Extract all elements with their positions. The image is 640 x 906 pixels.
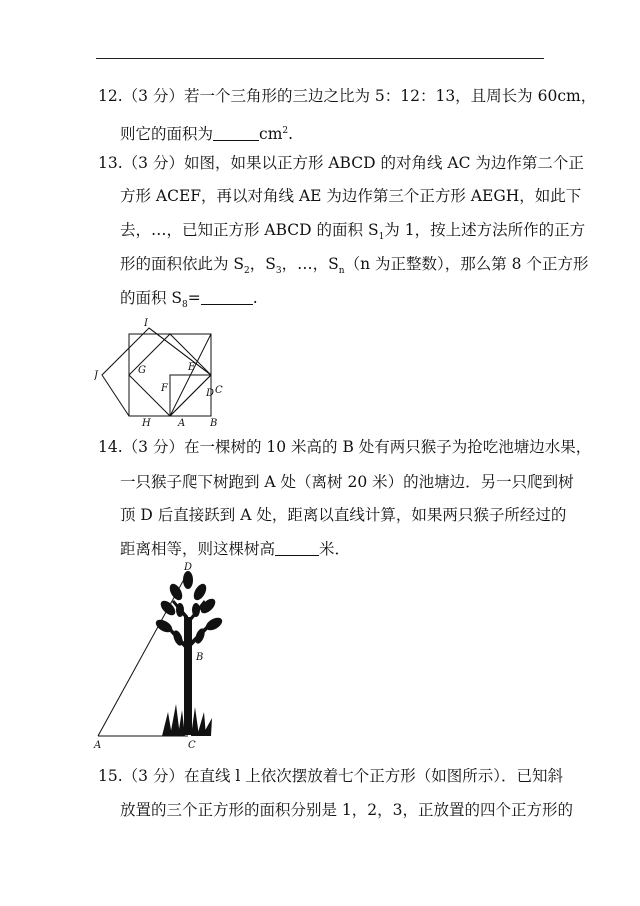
label-e: E xyxy=(188,362,196,373)
q14-line-1: 14.（3 分）在一棵树的 10 米高的 B 处有两只猴子为抢吃池塘边水果， xyxy=(98,438,592,456)
q13-l4-b: ，S xyxy=(249,255,276,273)
q14-line-4 xyxy=(120,539,350,559)
q13-l4-d: （n 为正整数），那么第 8 个正方形 xyxy=(344,255,589,273)
q13-l3-sub: 1 xyxy=(378,232,385,243)
q12-answer-blank[interactable] xyxy=(213,124,259,141)
label-c: C xyxy=(215,385,223,396)
q15-line-2: 放置的三个正方形的面积分别是 1，2，3，正放置的四个正方形的 xyxy=(120,801,574,819)
q13-line-1: 13.（3 分）如图，如果以正方形 ABCD 的对角线 AC 为边作第二个正 xyxy=(98,154,584,172)
q12-text: 则它的面积为 xyxy=(120,125,214,144)
q13-l5-b: = xyxy=(187,289,201,307)
label-i: I xyxy=(144,318,148,329)
q13-l4-s2: 2 xyxy=(244,266,250,277)
q13-l5-a: 的面积 S xyxy=(120,289,183,307)
q14-l4-b: 米． xyxy=(319,540,351,558)
diag-ac xyxy=(170,375,211,416)
label-g: G xyxy=(138,365,146,376)
label-a: A xyxy=(94,740,102,750)
q14-line-3: 顶 D 后直接跃到 A 处，距离以直线计算，如果两只猴子所经过的 xyxy=(120,506,567,524)
q15-line-1: 15.（3 分）在直线 l 上依次摆放着七个正方形（如图所示）．已知斜 xyxy=(98,767,564,785)
q13-answer-blank[interactable] xyxy=(201,288,253,305)
q13-line-2: 方形 ACEF，再以对角线 AE 为边作第三个正方形 AEGH，如此下 xyxy=(120,187,582,205)
header-rule xyxy=(96,58,544,59)
q14-answer-blank[interactable] xyxy=(275,539,319,556)
q13-l4-s3: 3 xyxy=(275,266,282,277)
label-d: D xyxy=(184,562,193,573)
q13-l4-a: 形的面积依此为 S xyxy=(120,255,245,273)
q13-l4-c: ，…，S xyxy=(281,255,339,273)
q13-line-4 xyxy=(120,254,588,281)
q13-l3-a: 去，…，已知正方形 ABCD 的面积 S xyxy=(120,221,379,239)
label-c: C xyxy=(188,740,196,750)
q12-unit-exp: 2 xyxy=(282,126,289,136)
label-b: B xyxy=(210,418,218,428)
q13-line-5 xyxy=(120,288,258,315)
q12-line-2 xyxy=(120,121,293,144)
label-f: F xyxy=(161,383,168,394)
q13-l5-sub: 8 xyxy=(182,300,188,311)
q12-unit: cm xyxy=(259,125,283,144)
label-b: B xyxy=(196,652,204,663)
q14-tree-figure xyxy=(92,562,242,750)
q13-square-figure xyxy=(94,318,244,428)
q13-line-3 xyxy=(120,220,585,247)
q13-l3-b: 为 1，按上述方法所作的正方 xyxy=(384,221,586,239)
label-j: J xyxy=(94,370,99,381)
tree-icon xyxy=(154,571,225,736)
q14-l4-a: 距离相等，则这棵树高 xyxy=(120,540,276,558)
label-a: A xyxy=(178,418,186,428)
label-d: D xyxy=(206,388,215,399)
q14-line-2: 一只猴子爬下树跑到 A 处（离树 20 米）的池塘边．另一只爬到树 xyxy=(120,473,574,491)
q12-line-1: 12.（3 分）若一个三角形的三边之比为 5：12：13，且周长为 60cm， xyxy=(98,87,597,105)
q13-l5-c: . xyxy=(252,289,258,307)
q12-end: . xyxy=(288,125,294,144)
q13-l4-sn: n xyxy=(338,266,345,277)
label-h: H xyxy=(142,418,151,428)
